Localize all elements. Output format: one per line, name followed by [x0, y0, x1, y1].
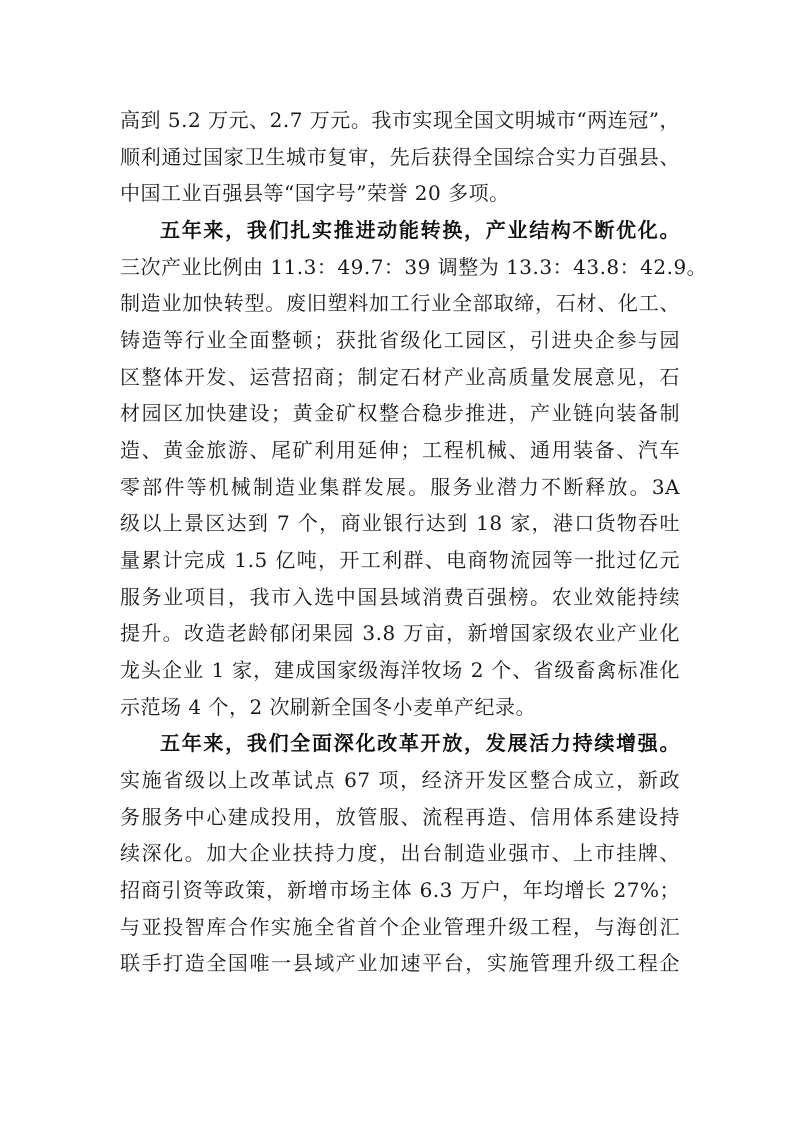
text-line: 联手打造全国唯一县域产业加速平台，实施管理升级工程企 [120, 951, 680, 975]
text-line: 量累计完成 1.5 亿吨，开工利群、电商物流园等一批过亿元 [120, 548, 680, 572]
text-line: 区整体开发、运营招商；制定石材产业高质量发展意见，石 [120, 365, 680, 389]
section-heading: 五年来，我们全面深化改革开放，发展活力持续增强。 [160, 731, 680, 755]
text-line: 级以上景区达到 7 个，商业银行达到 18 家，港口货物吞吐 [120, 511, 680, 535]
text-line: 三次产业比例由 11.3：49.7：39 调整为 13.3：43.8：42.9。 [120, 255, 708, 279]
text-line: 招商引资等政策，新增市场主体 6.3 万户，年均增长 27%； [120, 878, 680, 902]
text-line: 制造业加快转型。废旧塑料加工行业全部取缔，石材、化工、 [120, 291, 680, 315]
text-line: 续深化。加大企业扶持力度，出台制造业强市、上市挂牌、 [120, 841, 680, 865]
text-line: 服务业项目，我市入选中国县域消费百强榜。农业效能持续 [120, 585, 680, 609]
text-line: 材园区加快建设；黄金矿权整合稳步推进，产业链向装备制 [120, 401, 680, 425]
text-line: 铸造等行业全面整顿；获批省级化工园区，引进央企参与园 [120, 328, 680, 352]
text-line: 与亚投智库合作实施全省首个企业管理升级工程，与海创汇 [120, 915, 680, 939]
text-line: 中国工业百强县等“国字号”荣誉 20 多项。 [120, 181, 510, 205]
text-line: 务服务中心建成投用，放管服、流程再造、信用体系建设持 [120, 805, 680, 829]
text-line: 提升。改造老龄郁闭果园 3.8 万亩，新增国家级农业产业化 [120, 621, 680, 645]
text-line: 示范场 4 个，2 次刷新全国冬小麦单产纪录。 [120, 695, 537, 719]
text-line: 龙头企业 1 家，建成国家级海洋牧场 2 个、省级畜禽标准化 [120, 658, 680, 682]
text-line: 顺利通过国家卫生城市复审，先后获得全国综合实力百强县、 [120, 145, 680, 169]
text-line: 零部件等机械制造业集群发展。服务业潜力不断释放。3A [120, 475, 680, 499]
text-line: 实施省级以上改革试点 67 项，经济开发区整合成立，新政 [120, 768, 680, 792]
text-line: 造、黄金旅游、尾矿利用延伸；工程机械、通用装备、汽车 [120, 438, 680, 462]
section-heading: 五年来，我们扎实推进动能转换，产业结构不断优化。 [160, 218, 680, 242]
text-line: 高到 5.2 万元、2.7 万元。我市实现全国文明城市“两连冠”， [120, 108, 680, 132]
